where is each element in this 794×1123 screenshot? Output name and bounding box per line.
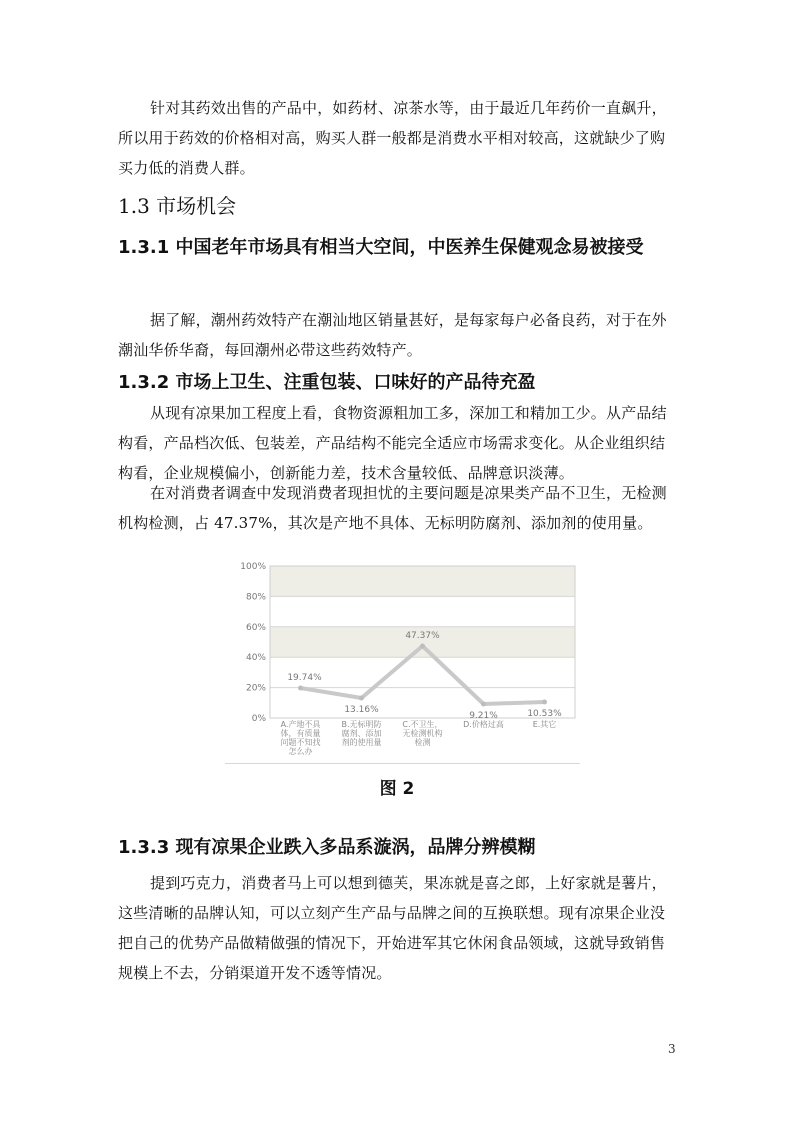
y-tick-label: 100% <box>240 562 266 572</box>
y-tick-label: 20% <box>245 683 266 694</box>
data-label: 13.16% <box>344 704 379 715</box>
data-label: 47.37% <box>405 630 440 641</box>
paragraph-processing-structure: 从现有凉果加工程度上看，食物资源粗加工多，深加工和精加工少。从产品结构看，产品档次低、包装差，产品结构不能完全适应市场需求变化。从企业组织结构看，企业规模偏小，创新能力差，技术含量较低、品牌意识淡薄。 <box>118 404 667 482</box>
heading-1-3-3: 1.3.3 现有凉果企业跌入多品系漩涡，品牌分辨模糊 <box>118 837 536 858</box>
heading-1-3-1: 1.3.1 中国老年市场具有相当大空间，中医养生保健观念易被接受 <box>118 237 644 258</box>
data-point <box>542 699 547 704</box>
category-label: 检测 <box>414 738 431 747</box>
category-label: B.无标明防 <box>341 720 382 729</box>
plot-band-white <box>270 596 575 626</box>
y-tick-label: 60% <box>245 622 266 633</box>
y-tick-label: 80% <box>245 592 266 603</box>
category-label: D.价格过高 <box>463 720 504 729</box>
y-tick-label: 0% <box>251 714 266 724</box>
category-label: E.其它 <box>532 720 557 729</box>
y-tick-label: 40% <box>245 653 266 664</box>
data-point <box>359 695 364 700</box>
plot-band-shaded <box>270 566 575 596</box>
data-point <box>481 702 486 707</box>
consumer-concern-chart <box>225 558 580 764</box>
category-label: 剂的使用量 <box>341 738 382 747</box>
category-label: C.不卫生， <box>402 720 443 729</box>
paragraph-brand-confusion: 提到巧克力，消费者马上可以想到德芙，果冻就是喜之郎，上好家就是薯片，这些清晰的品牌认知，可以立刻产生产品与品牌之间的互换联想。现有凉果企业没把自己的优势产品做精做强的情况下，开始进军其它休闲食品领域，这就导致销售规模上不去，分销渠道开发不透等情况。 <box>118 874 667 982</box>
page-number: 3 <box>668 1042 676 1056</box>
data-label: 10.53% <box>527 708 562 719</box>
category-label: 问题不知找 <box>280 738 321 747</box>
category-label: A.产地不具 <box>280 720 321 729</box>
heading-1-3: 1.3 市场机会 <box>118 194 237 218</box>
category-label: 无检测机构 <box>402 729 443 738</box>
data-label: 9.21% <box>469 711 498 722</box>
data-label: 19.74% <box>287 672 322 683</box>
paragraph-drug-price: 针对其药效出售的产品中，如药材、凉茶水等，由于最近几年药价一直飙升，所以用于药效的价格相对高，购买人群一般都是消费水平相对较高，这就缺少了购买力低的消费人群。 <box>118 99 667 177</box>
data-point <box>420 643 425 648</box>
heading-1-3-2: 1.3.2 市场上卫生、注重包装、口味好的产品待充盈 <box>118 372 536 393</box>
category-label: 体，有质量 <box>280 729 321 738</box>
paragraph-consumer-survey: 在对消费者调查中发现消费者现担忧的主要问题是凉果类产品不卫生，无检测机构检测，占 47.37%，其次是产地不具体、无标明防腐剂、添加剂的使用量。 <box>118 484 667 532</box>
data-point <box>298 685 303 690</box>
chart-svg <box>225 558 580 763</box>
figure-caption: 图 2 <box>379 779 415 799</box>
category-label: 腐剂、添加 <box>341 729 382 738</box>
paragraph-chaozhou-specialty: 据了解，潮州药效特产在潮汕地区销量甚好，是每家每户必备良药，对于在外潮汕华侨华裔，每回潮州必带这些药效特产。 <box>118 311 667 359</box>
category-label: 怎么办 <box>288 747 313 756</box>
